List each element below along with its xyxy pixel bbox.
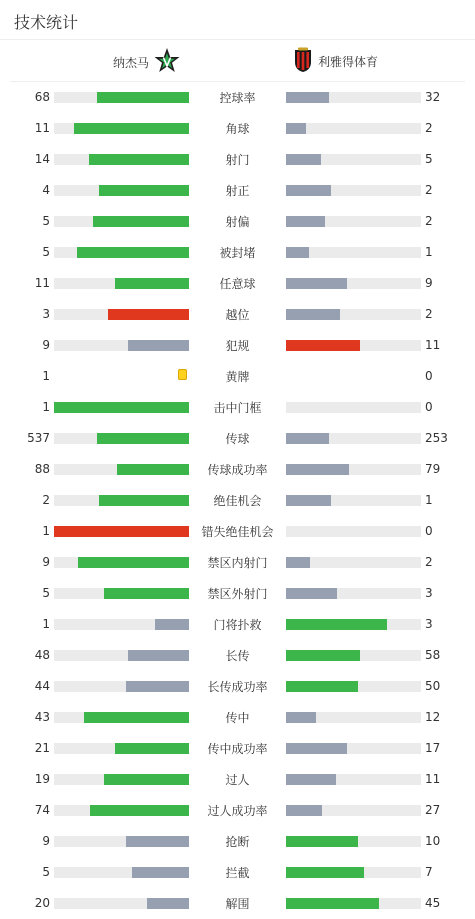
away-bar-track bbox=[286, 712, 421, 723]
away-stat-value: 27 bbox=[425, 803, 441, 817]
away-bar-fill bbox=[286, 247, 309, 258]
home-bar-track bbox=[54, 805, 189, 816]
home-bar-track bbox=[54, 836, 189, 847]
stat-label: 长传成功率 bbox=[207, 680, 268, 694]
away-stat-value: 2 bbox=[425, 121, 433, 135]
stat-label: 禁区外射门 bbox=[207, 587, 268, 601]
away-bar-fill bbox=[286, 588, 337, 599]
home-stat-value: 9 bbox=[42, 555, 50, 569]
stat-row bbox=[0, 485, 475, 516]
stat-label: 错失绝佳机会 bbox=[201, 525, 274, 539]
away-stat-value: 79 bbox=[425, 462, 441, 476]
away-bar-fill bbox=[286, 774, 336, 785]
home-stat-value: 9 bbox=[42, 338, 50, 352]
home-bar-track bbox=[54, 712, 189, 723]
away-bar-fill bbox=[286, 185, 331, 196]
away-stat-value: 17 bbox=[425, 741, 441, 755]
stat-label: 解围 bbox=[225, 897, 250, 911]
stat-row bbox=[0, 888, 475, 919]
away-stat-value: 32 bbox=[425, 90, 441, 104]
stat-row bbox=[0, 764, 475, 795]
stat-row bbox=[0, 299, 475, 330]
stat-label: 角球 bbox=[225, 122, 250, 136]
home-bar-track bbox=[54, 340, 189, 351]
stat-label: 抢断 bbox=[225, 835, 250, 849]
stat-label: 射偏 bbox=[225, 215, 250, 229]
away-bar-track bbox=[286, 743, 421, 754]
home-bar-fill bbox=[126, 836, 189, 847]
home-stat-value: 1 bbox=[42, 524, 50, 538]
stat-label: 拦截 bbox=[225, 866, 250, 880]
away-stat-value: 12 bbox=[425, 710, 441, 724]
home-bar-fill bbox=[99, 185, 189, 196]
stat-row bbox=[0, 578, 475, 609]
home-stat-value: 3 bbox=[42, 307, 50, 321]
home-stat-value: 74 bbox=[34, 803, 50, 817]
home-bar-fill bbox=[78, 557, 189, 568]
home-bar-fill bbox=[115, 278, 189, 289]
away-bar-track bbox=[286, 681, 421, 692]
stat-label: 犯规 bbox=[225, 339, 250, 353]
home-stat-value: 9 bbox=[42, 834, 50, 848]
home-stat-value: 21 bbox=[34, 741, 50, 755]
home-bar-track bbox=[54, 526, 189, 537]
home-bar-fill bbox=[74, 123, 189, 134]
home-stat-value: 48 bbox=[34, 648, 50, 662]
home-bar-track bbox=[54, 92, 189, 103]
away-bar-fill bbox=[286, 309, 340, 320]
away-team-name: 利雅得体育 bbox=[318, 55, 379, 69]
away-bar-track bbox=[286, 247, 421, 258]
home-team[interactable] bbox=[113, 47, 181, 78]
home-bar-fill bbox=[97, 433, 189, 444]
stat-row bbox=[0, 795, 475, 826]
away-bar-track bbox=[286, 154, 421, 165]
stat-row bbox=[0, 423, 475, 454]
home-bar-track bbox=[54, 588, 189, 599]
stat-row bbox=[0, 392, 475, 423]
stat-row bbox=[0, 113, 475, 144]
home-bar-fill bbox=[132, 867, 189, 878]
home-bar-track bbox=[54, 619, 189, 630]
away-bar-track bbox=[286, 557, 421, 568]
away-stat-value: 2 bbox=[425, 214, 433, 228]
stat-label: 过人成功率 bbox=[207, 804, 268, 818]
home-stat-value: 1 bbox=[42, 617, 50, 631]
home-bar-track bbox=[54, 309, 189, 320]
stat-row bbox=[0, 361, 475, 392]
stat-label: 传中成功率 bbox=[207, 742, 268, 756]
away-stat-value: 45 bbox=[425, 896, 441, 910]
home-bar-fill bbox=[128, 340, 189, 351]
home-stat-value: 11 bbox=[34, 276, 50, 290]
away-stat-value: 2 bbox=[425, 307, 433, 321]
stat-label: 被封堵 bbox=[219, 246, 256, 260]
stat-row bbox=[0, 733, 475, 764]
stat-row bbox=[0, 237, 475, 268]
away-bar-track bbox=[286, 278, 421, 289]
home-bar-track bbox=[54, 774, 189, 785]
away-stat-value: 253 bbox=[425, 431, 448, 445]
away-stat-value: 0 bbox=[425, 400, 433, 414]
away-bar-fill bbox=[286, 433, 329, 444]
stat-row bbox=[0, 609, 475, 640]
home-team-name: 纳杰马 bbox=[112, 56, 149, 70]
home-bar-track bbox=[54, 681, 189, 692]
away-bar-track bbox=[286, 123, 421, 134]
away-bar-fill bbox=[286, 278, 347, 289]
stat-row bbox=[0, 330, 475, 361]
green-star-icon bbox=[153, 47, 181, 78]
home-bar-fill bbox=[54, 526, 189, 537]
home-bar-track bbox=[54, 433, 189, 444]
away-bar-track bbox=[286, 898, 421, 909]
stat-row bbox=[0, 671, 475, 702]
away-stat-value: 7 bbox=[425, 865, 433, 879]
away-bar-track bbox=[286, 836, 421, 847]
home-stat-value: 19 bbox=[34, 772, 50, 786]
home-stat-value: 14 bbox=[34, 152, 50, 166]
away-bar-fill bbox=[286, 805, 322, 816]
away-stat-value: 2 bbox=[425, 183, 433, 197]
home-stat-value: 5 bbox=[42, 865, 50, 879]
away-bar-fill bbox=[286, 681, 358, 692]
away-bar-fill bbox=[286, 154, 321, 165]
away-bar-fill bbox=[286, 464, 349, 475]
stat-label: 越位 bbox=[225, 308, 250, 322]
home-bar-track bbox=[54, 898, 189, 909]
home-stat-value: 44 bbox=[34, 679, 50, 693]
away-stat-value: 11 bbox=[425, 338, 441, 352]
home-bar-track bbox=[54, 557, 189, 568]
home-stat-value: 88 bbox=[34, 462, 50, 476]
away-bar-fill bbox=[286, 123, 306, 134]
away-bar-track bbox=[286, 309, 421, 320]
stat-label: 门将扑救 bbox=[213, 618, 262, 632]
away-bar-fill bbox=[286, 557, 310, 568]
home-stat-value: 68 bbox=[34, 90, 50, 104]
stat-row bbox=[0, 206, 475, 237]
stat-row bbox=[0, 82, 475, 113]
red-black-shield-icon bbox=[292, 47, 314, 76]
home-bar-fill bbox=[104, 774, 189, 785]
stat-label: 任意球 bbox=[219, 277, 256, 291]
stat-label: 击中门框 bbox=[213, 401, 262, 415]
away-stat-value: 10 bbox=[425, 834, 441, 848]
home-bar-track bbox=[54, 650, 189, 661]
stat-label: 控球率 bbox=[219, 91, 256, 105]
away-bar-track bbox=[286, 185, 421, 196]
away-stat-value: 50 bbox=[425, 679, 441, 693]
away-bar-fill bbox=[286, 867, 364, 878]
stats-list bbox=[0, 82, 475, 919]
stat-label: 传中 bbox=[225, 711, 250, 725]
home-bar-fill bbox=[54, 402, 189, 413]
away-bar-fill bbox=[286, 712, 316, 723]
home-bar-fill bbox=[104, 588, 189, 599]
home-bar-fill bbox=[89, 154, 189, 165]
away-bar-track bbox=[286, 216, 421, 227]
away-bar-fill bbox=[286, 495, 331, 506]
home-bar-fill bbox=[128, 650, 189, 661]
home-bar-track bbox=[54, 495, 189, 506]
home-bar-track bbox=[54, 402, 189, 413]
home-stat-value: 1 bbox=[42, 369, 50, 383]
home-bar-fill bbox=[115, 743, 189, 754]
stat-row bbox=[0, 826, 475, 857]
stat-label: 射正 bbox=[225, 184, 250, 198]
home-bar-fill bbox=[99, 495, 189, 506]
home-bar-track bbox=[54, 123, 189, 134]
stat-row bbox=[0, 547, 475, 578]
home-bar-fill bbox=[117, 464, 189, 475]
home-bar-fill bbox=[84, 712, 189, 723]
home-stat-value: 1 bbox=[42, 400, 50, 414]
away-bar-fill bbox=[286, 92, 329, 103]
home-bar-track bbox=[54, 216, 189, 227]
stat-row bbox=[0, 268, 475, 299]
home-stat-value: 5 bbox=[42, 214, 50, 228]
home-bar-fill bbox=[126, 681, 189, 692]
stat-row bbox=[0, 516, 475, 547]
home-stat-value: 4 bbox=[42, 183, 50, 197]
away-bar-track bbox=[286, 340, 421, 351]
home-bar-track bbox=[54, 278, 189, 289]
away-bar-track bbox=[286, 867, 421, 878]
stat-row bbox=[0, 857, 475, 888]
home-stat-value: 537 bbox=[27, 431, 50, 445]
home-bar-track bbox=[54, 867, 189, 878]
stats-header bbox=[0, 0, 475, 40]
away-bar-fill bbox=[286, 743, 347, 754]
stat-label: 长传 bbox=[225, 649, 250, 663]
stat-label: 禁区内射门 bbox=[207, 556, 268, 570]
away-bar-track bbox=[286, 464, 421, 475]
away-team[interactable] bbox=[292, 47, 378, 76]
stat-label: 射门 bbox=[225, 153, 250, 167]
away-bar-track bbox=[286, 526, 421, 537]
home-stat-value: 11 bbox=[34, 121, 50, 135]
home-bar-track bbox=[54, 154, 189, 165]
away-bar-track bbox=[286, 433, 421, 444]
away-bar-track bbox=[286, 805, 421, 816]
away-bar-track bbox=[286, 495, 421, 506]
away-bar-fill bbox=[286, 216, 325, 227]
stat-label: 传球成功率 bbox=[207, 463, 268, 477]
away-stat-value: 0 bbox=[425, 524, 433, 538]
away-bar-track bbox=[286, 619, 421, 630]
home-bar-track bbox=[54, 743, 189, 754]
away-bar-fill bbox=[286, 898, 379, 909]
home-bar-track bbox=[54, 464, 189, 475]
home-bar-fill bbox=[147, 898, 189, 909]
home-bar-fill bbox=[97, 92, 189, 103]
home-bar-fill bbox=[77, 247, 189, 258]
stat-label: 绝佳机会 bbox=[213, 494, 262, 508]
home-bar-fill bbox=[108, 309, 189, 320]
home-bar-fill bbox=[93, 216, 189, 227]
home-stat-value: 43 bbox=[34, 710, 50, 724]
away-stat-value: 9 bbox=[425, 276, 433, 290]
teams-bar bbox=[10, 40, 465, 82]
home-stat-value: 5 bbox=[42, 586, 50, 600]
stat-label: 黄牌 bbox=[225, 370, 250, 384]
home-bar-track bbox=[54, 247, 189, 258]
away-stat-value: 11 bbox=[425, 772, 441, 786]
away-stat-value: 0 bbox=[425, 369, 433, 383]
home-stat-value: 2 bbox=[42, 493, 50, 507]
stat-label: 过人 bbox=[225, 773, 250, 787]
stat-row bbox=[0, 640, 475, 671]
stat-row bbox=[0, 144, 475, 175]
stat-row bbox=[0, 702, 475, 733]
home-stat-value: 5 bbox=[42, 245, 50, 259]
page-title: 技术统计 bbox=[14, 13, 79, 32]
away-bar-track bbox=[286, 402, 421, 413]
stat-row bbox=[0, 454, 475, 485]
away-stat-value: 1 bbox=[425, 245, 433, 259]
away-bar-fill bbox=[286, 650, 360, 661]
stat-row bbox=[0, 175, 475, 206]
home-bar-track bbox=[54, 185, 189, 196]
away-stat-value: 1 bbox=[425, 493, 433, 507]
away-stat-value: 5 bbox=[425, 152, 433, 166]
away-stat-value: 3 bbox=[425, 586, 433, 600]
yellow-card-icon bbox=[178, 369, 187, 380]
away-stat-value: 3 bbox=[425, 617, 433, 631]
away-stat-value: 58 bbox=[425, 648, 441, 662]
away-bar-track bbox=[286, 774, 421, 785]
away-bar-track bbox=[286, 92, 421, 103]
home-bar-fill bbox=[90, 805, 189, 816]
away-bar-fill bbox=[286, 619, 387, 630]
away-bar-track bbox=[286, 650, 421, 661]
stat-label: 传球 bbox=[225, 432, 250, 446]
away-bar-track bbox=[286, 588, 421, 599]
away-stat-value: 2 bbox=[425, 555, 433, 569]
home-stat-value: 20 bbox=[34, 896, 50, 910]
away-bar-fill bbox=[286, 340, 360, 351]
away-bar-fill bbox=[286, 836, 358, 847]
home-bar-fill bbox=[155, 619, 189, 630]
